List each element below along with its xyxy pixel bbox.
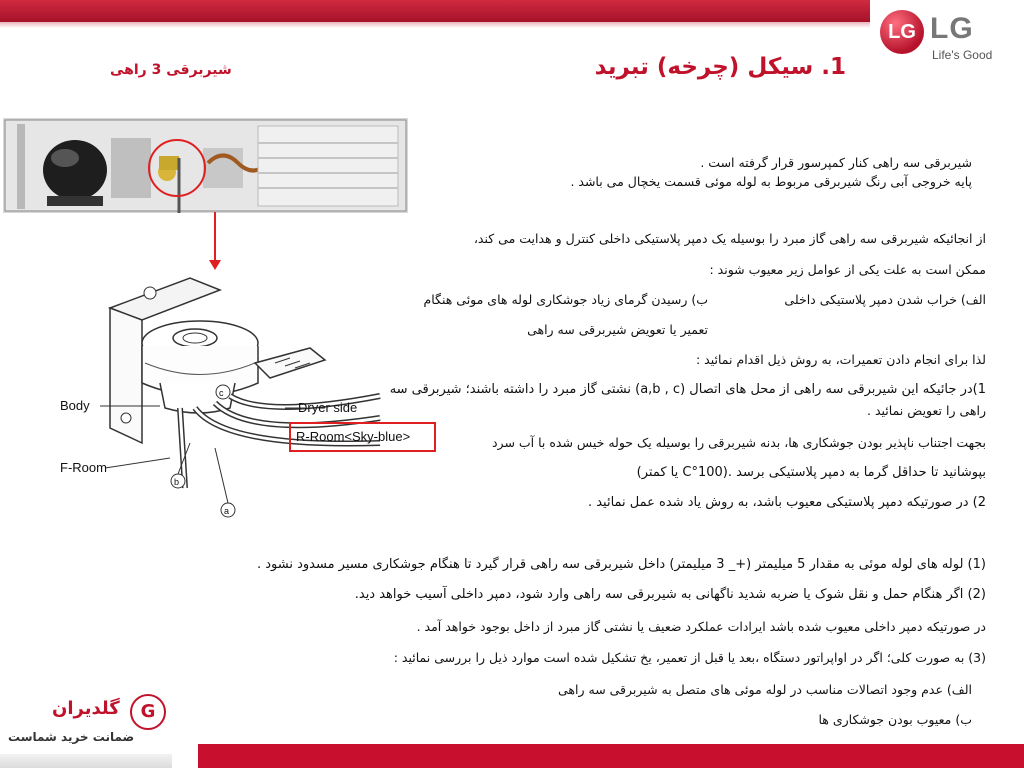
brand-strip xyxy=(0,754,172,768)
text-p4: ممکن است به علت یکی از عوامل زیر معیوب شوند : xyxy=(709,262,986,277)
text-p18: ب) معیوب بودن جوشکاری ها xyxy=(818,712,972,727)
brand-slogan: ضمانت خرید شماست xyxy=(8,730,135,744)
top-red-bar xyxy=(0,0,870,22)
lg-logo-letters: LG xyxy=(888,21,916,43)
page-subtitle: شیربرقی 3 راهی xyxy=(110,62,232,78)
bottom-red-bar xyxy=(198,744,1024,768)
text-p3: از انجائیکه شیربرقی سه راهی گاز مبرد را بوسیله یک دمپر پلاستیکی داخلی کنترل و هدایت می کند، xyxy=(473,231,986,246)
text-p10: بجهت اجتناب ناپذیر بودن جوشکاری ها، بدنه شیربرقی را بوسیله یک حوله خیس شده با آب سرد xyxy=(491,435,986,450)
text-p14: (2) اگر هنگام حمل و نقل شوک یا ضربه شدید ناگهانی به شیربرقی سه راهی وارد شود، دمپر داخلی آسیب خواهد دید. xyxy=(354,587,986,602)
label-a: a xyxy=(224,506,230,516)
connector-arrow xyxy=(205,212,225,272)
valve-diagram xyxy=(50,268,470,528)
text-p9: راهی را تعویض نمائید . xyxy=(867,403,986,418)
label-r-room: R-Room<Sky-blue> xyxy=(296,429,411,444)
label-f-room: F-Room xyxy=(60,460,107,475)
text-p6: تعمیر یا تعویض شیربرقی سه راهی xyxy=(527,322,708,337)
compressor-photo xyxy=(3,118,408,213)
text-p11: بپوشانید تا حداقل گرما به دمپر پلاستیکی برسد .(100°C یا کمتر) xyxy=(636,465,986,480)
text-p15: در صورتیکه دمپر داخلی معیوب شده باشد ایرادات عملکرد ضعیف یا نشتی گاز مبرد از داخل بوجود خواهد آمد . xyxy=(416,619,986,634)
text-p1: شیربرقی سه راهی کنار کمپرسور قرار گرفته است . xyxy=(700,155,972,170)
text-p8: 1)در جائیکه این شیربرقی سه راهی از محل های اتصال (a,b , c) نشتی گاز مبرد را داشته باشند؛ شیربرقی سه xyxy=(389,382,986,397)
brand-letter: G xyxy=(140,701,156,722)
goldiran-brand xyxy=(0,690,175,768)
lg-logo-text: LG xyxy=(930,12,974,45)
text-p5-a: الف) خراب شدن دمپر پلاستیکی داخلی xyxy=(784,292,986,307)
text-p2: پایه خروجی آبی رنگ شیربرقی مربوط به لوله موئی قسمت یخچال می باشد . xyxy=(570,174,972,189)
lg-tagline: Life's Good xyxy=(932,48,993,62)
label-b: b xyxy=(174,477,180,487)
page-title: 1. سیکل (چرخه) تبرید xyxy=(594,54,846,80)
text-p16: (3) به صورت کلی؛ اگر در اواپراتور دستگاه ،بعد یا قبل از تعمیر، یخ تشکیل شده است موارد ذیل را بررسی نمائید : xyxy=(393,650,986,665)
label-body: Body xyxy=(60,398,90,413)
top-bar-fade xyxy=(0,22,870,28)
label-c: c xyxy=(219,388,224,398)
text-p13: (1) لوله های لوله موئی به مقدار 5 میلیمتر (+_ 3 میلیمتر) داخل شیربرقی سه راهی قرار گیرد تا هنگام جوشکاری مسیر مسدود نشود . xyxy=(256,557,986,572)
goldiran-logo-icon xyxy=(130,694,166,730)
lg-logo-circle xyxy=(880,10,924,54)
text-p7: لذا برای انجام دادن تعمیرات، به روش ذیل اقدام نمائید : xyxy=(695,352,986,367)
lg-logo xyxy=(880,10,1010,70)
label-dryer-side: Dryer side xyxy=(298,400,358,415)
text-p17: الف) عدم وجود اتصالات مناسب در لوله موئی های متصل به شیربرقی سه راهی xyxy=(558,682,972,697)
text-p12: 2) در صورتیکه دمپر پلاستیکی معیوب باشد، به روش یاد شده عمل نمائید . xyxy=(587,495,986,510)
text-p5-b: ب) رسیدن گرمای زیاد جوشکاری لوله های موئی هنگام xyxy=(423,292,708,307)
brand-name: گلدیران xyxy=(52,698,120,719)
